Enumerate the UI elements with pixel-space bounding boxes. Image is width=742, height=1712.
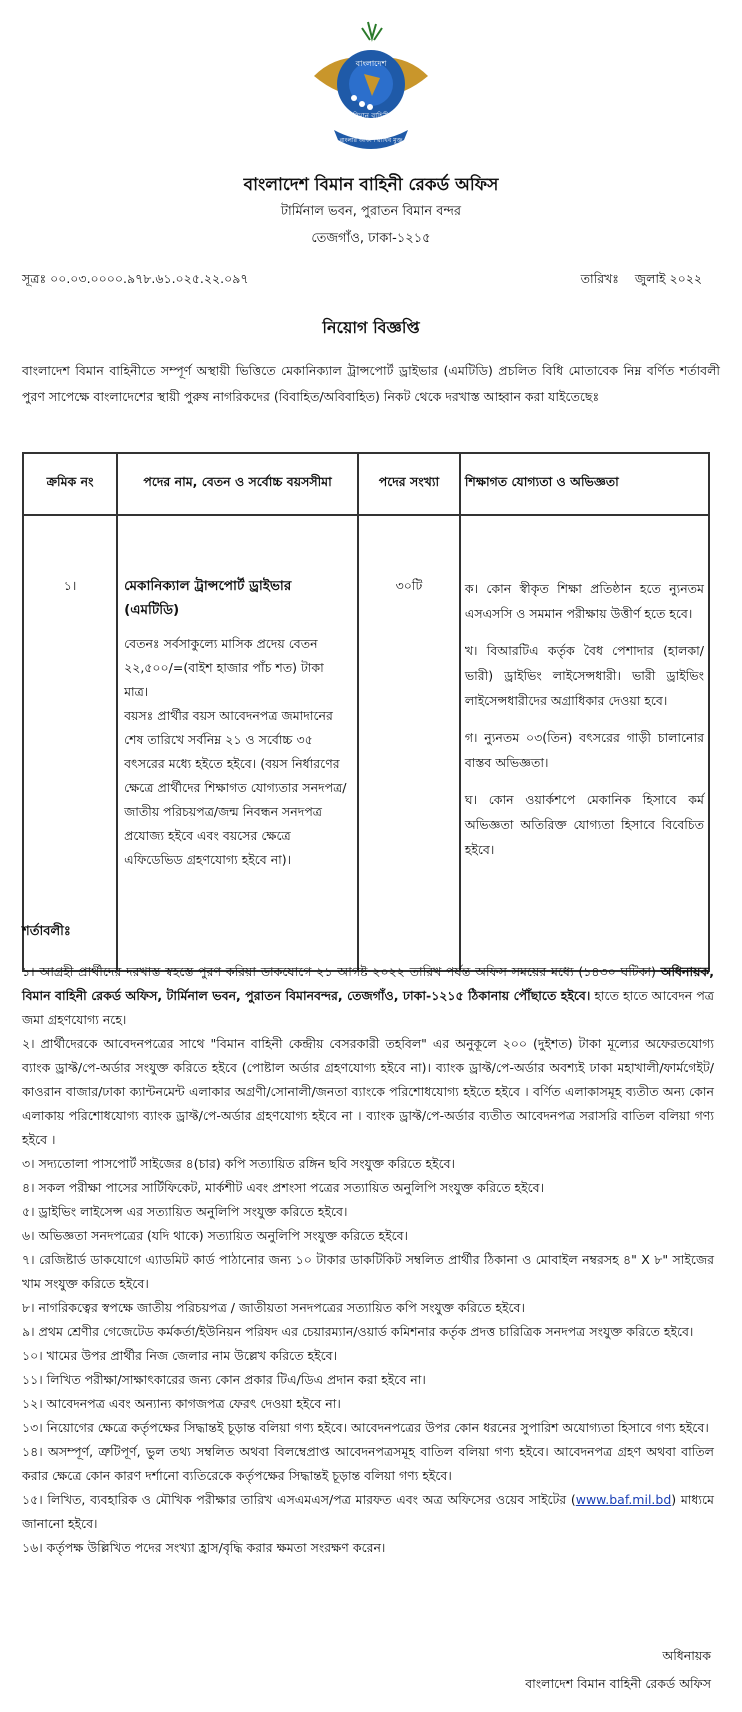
post-salary: বেতনঃ সর্বসাকুল্যে মাসিক প্রদেয় বেতন ২২,৫০০/=(বাইশ হাজার পাঁচ শত) টাকা মাত্র। [124, 636, 324, 699]
signatory-title: অধিনায়ক [662, 1648, 711, 1663]
condition-item: ২। প্রার্থীদেরকে আবেদনপত্রের সাথে "বিমান বাহিনী কেন্দ্রীয় বেসরকারী তহবিল" এর অনুকূলে ২০০ (দুইশত) টাকা মূল্যের অফেরতযোগ্য ব্যাংক ড্রাফ্ট/পে-অর্ডার সংযুক্ত করিতে হইবে (পোষ্টাল অর্ডার গ্রহণযোগ্য হইবে না)। ব্যাংক ড্রাফ্ট/পে-অর্ডার অবশ্যই ঢাকা মহাখালী/ফার্মগেইট/কাওরান বাজার/ঢাকা ক্যান্টনমেন্ট এলাকার অগ্রণী/সোনালী/জনতা ব্যাংকে পরিশোধযোগ্য হইতে হইবে । বর্ণিত এলাকাসমূহ ব্যতীত অন্য কোন এলাকায় পরিশোধযোগ্য ব্যাংক ড্রাফ্ট/পে-অর্ডার গ্রহণযোগ্য হইবে না । ব্যাংক ড্রাফ্ট/পে-অর্ডার ব্যতীত আবেদনপত্র সরাসরি বাতিল বলিয়া গণ্য হইবে । [22, 1036, 714, 1147]
condition-item: ১১। লিখিত পরীক্ষা/সাক্ষাৎকারের জন্য কোন প্রকার টিএ/ডিএ প্রদান করা হইবে না। [22, 1372, 426, 1387]
qualification-item: ক। কোন স্বীকৃত শিক্ষা প্রতিষ্ঠান হতে ন্যুনতম এসএসসি ও সমমান পরীক্ষায় উত্তীর্ণ হতে হবে। [464, 581, 704, 621]
intro-paragraph: বাংলাদেশ বিমান বাহিনীতে সম্পূর্ণ অস্থায়ী ভিত্তিতে মেকানিক্যাল ট্রান্সপোর্ট ড্রাইভার (এমটিডি) প্রচলিত বিধি মোতাবেক নিম্ন বর্ণিত শর্তাবলী পুরণ সাপেক্ষে বাংলাদেশের স্থায়ী পুরুষ নাগরিকদের (বিবাহিত/অবিবাহিত) নিকট থেকে দরখাস্ত আহ্বান করা যাইতেছেঃ [22, 363, 720, 404]
condition-text: হাতে হাতে আবেদন পত্র জমা গ্রহণযোগ্য নহে। [22, 988, 714, 1027]
air-force-emblem-icon [306, 18, 436, 156]
header-qualification: শিক্ষাগত যোগ্যতা ও অভিজ্ঞতা [460, 453, 709, 515]
emblem-text-mid: বিমান বাহিনী [352, 112, 390, 120]
office-address-line2: তেজগাঁও, ঢাকা-১২১৫ [311, 231, 431, 246]
condition-item: ৭। রেজিষ্টার্ড ডাকযোগে এ্যাডমিট কার্ড পাঠানোর জন্য ১০ টাকার ডাকটিকিট সম্বলিত প্রার্থীর ঠিকানা ও মোবাইল নম্বরসহ ৪" X ৮" সাইজের খাম সংযুক্ত করিতে হইবে। [22, 1252, 714, 1291]
date-label: তারিখঃ [580, 271, 619, 286]
condition-item: ৩। সদ্যতোলা পাসপোর্ট সাইজের ৪(চার) কপি সত্যায়িত রঙ্গিন ছবি সংযুক্ত করিতে হইবে। [22, 1156, 456, 1171]
date-value: জুলাই ২০২২ [634, 271, 702, 286]
cell-post-count: ৩০টি [358, 515, 460, 971]
header-post: পদের নাম, বেতন ও সর্বোচ্চ বয়সসীমা [117, 453, 358, 515]
condition-item [22, 1488, 714, 1536]
condition-address: অধিনায়ক, বিমান বাহিনী রেকর্ড অফিস, টার্মিনাল ভবন, পুরাতন বিমানবন্দর, তেজগাঁও, ঢাকা-১২১৫ ঠিকানায় পৌঁছাতে হইবে। [22, 964, 714, 1003]
website-link[interactable]: www.baf.mil.bd [575, 1492, 672, 1507]
post-name: মেকানিক্যাল ট্রান্সপোর্ট ড্রাইভার (এমটিডি) [124, 578, 292, 618]
qualification-item: ঘ। কোন ওয়ার্কশপে মেকানিক হিসাবে কর্ম অভিজ্ঞতা অতিরিক্ত যোগ্যতা হিসাবে বিবেচিত হইবে। [464, 792, 704, 857]
cell-post [117, 515, 358, 971]
conditions-list [22, 960, 714, 1560]
condition-item: ৮। নাগরিকত্বের স্বপক্ষে জাতীয় পরিচয়পত্র / জাতীয়তা সনদপত্রের সত্যায়িত কপি সংযুক্ত করিতে হইবে। [22, 1300, 525, 1315]
condition-item: ১৪। অসম্পূর্ণ, ত্রুটিপূর্ণ, ভুল তথ্য সম্বলিত অথবা বিলম্বেপ্রাপ্ত আবেদনপত্রসমূহ বাতিল বলিয়া গণ্য হইবে। আবেদনপত্র গ্রহণ অথবা বাতিল করার ক্ষেত্রে কোন কারণ দর্শানো ব্যতিরেকে কর্তৃপক্ষের সিদ্ধান্তই চূড়ান্ত বলিয়া গণ্য হইবে। [22, 1444, 714, 1483]
condition-text: ) মাধ্যমে জানানো হইবে। [22, 1492, 714, 1531]
memo-number: সূত্রঃ ০০.০৩.০০০০.৯৭৮.৬১.০২৫.২২.০৯৭ [22, 271, 249, 286]
header-count: পদের সংখ্যা [358, 453, 460, 515]
condition-text: ১। আগ্রহী প্রার্থীদের দরখাস্ত স্বহস্তে পুরণ করিয়া ডাকযোগে ২১ আগষ্ট ২০২২ তারিখ পর্যন্ত অফিস সময়ের মধ্যে (১৪৩০ ঘটিকা) [22, 964, 661, 979]
condition-item [22, 960, 714, 1032]
office-name: বাংলাদেশ বিমান বাহিনী রেকর্ড অফিস [243, 175, 499, 195]
signatory-office: বাংলাদেশ বিমান বাহিনী রেকর্ড অফিস [525, 1676, 711, 1691]
qualification-item: খ। বিআরটিএ কর্তৃক বৈধ পেশাদার (হালকা/ভারী) ড্রাইভিং লাইসেন্সধারী। ভারী ড্রাইভিং লাইসেন্সধারীদের অগ্রাধিকার দেওয়া হবে। [464, 643, 704, 708]
office-address-line1: টার্মিনাল ভবন, পুরাতন বিমান বন্দর [280, 204, 462, 219]
notice-title: নিয়োগ বিজ্ঞপ্তি [322, 318, 420, 337]
condition-item: ১৬। কর্তৃপক্ষ উল্লিখিত পদের সংখ্যা হ্রাস/বৃদ্ধি করার ক্ষমতা সংরক্ষণ করেন। [22, 1540, 386, 1555]
vacancy-table [22, 452, 710, 972]
condition-text: ১৫। লিখিত, ব্যবহারিক ও মৌখিক পরীক্ষার তারিখ এসএমএস/পত্র মারফত এবং অত্র অফিসের ওয়েব সাইটের ( [22, 1492, 576, 1507]
emblem-motto: বাংলার আকাশ রাখিব মুক্ত [339, 137, 403, 144]
post-age-limit: বয়সঃ প্রার্থীর বয়স আবেদনপত্র জমাদানের শেষ তারিখে সর্বনিম্ন ২১ ও সর্বোচ্চ ৩৫ বৎসরের মধ্যে হইতে হইবে। (বয়স নির্ধারণের ক্ষেত্রে প্রার্থীদের শিক্ষাগত যোগ্যতার সনদপত্র/জাতীয় পরিচয়পত্র/জন্ম নিবন্ধন সনদপত্র প্রযোজ্য হইবে এবং বয়সের ক্ষেত্রে এফিডেভিড গ্রহণযোগ্য হইবে না)। [124, 708, 347, 867]
condition-item: ৬। অভিজ্ঞতা সনদপত্রের (যদি থাকে) সত্যায়িত অনুলিপি সংযুক্ত করিতে হইবে। [22, 1228, 409, 1243]
table-row [23, 515, 709, 971]
header-serial: ক্রমিক নং [23, 453, 117, 515]
table-header-row [23, 453, 709, 515]
cell-serial: ১। [23, 515, 117, 971]
emblem-text-top: বাংলাদেশ [355, 59, 387, 68]
condition-item: ৯। প্রথম শ্রেণীর গেজেটেড কর্মকর্তা/ইউনিয়ন পরিষদ এর চেয়ারম্যান/ওয়ার্ড কমিশনার কর্তৃক প্রদত্ত চারিত্রিক সনদপত্র সংযুক্ত করিতে হইবে। [22, 1324, 694, 1339]
condition-item: ১০। খামের উপর প্রার্থীর নিজ জেলার নাম উল্লেখ করিতে হইবে। [22, 1348, 338, 1363]
cell-qualifications [460, 515, 709, 971]
condition-item: ১২। আবেদনপত্র এবং অন্যান্য কাগজপত্র ফেরৎ দেওয়া হইবে না। [22, 1396, 341, 1411]
qualification-item: গ। ন্যুনতম ০৩(তিন) বৎসরের গাড়ী চালানোর বাস্তব অভিজ্ঞতা। [464, 730, 704, 770]
conditions-heading: শর্তাবলীঃ [22, 924, 71, 939]
condition-item: ১৩। নিয়োগের ক্ষেত্রে কর্তৃপক্ষের সিদ্ধান্তই চূড়ান্ত বলিয়া গণ্য হইবে। আবেদনপত্রের উপর কোন ধরনের সুপারিশ অযোগ্যতা হিসাবে গণ্য হইবে। [22, 1420, 709, 1435]
condition-item: ৫। ড্রাইভিং লাইসেন্স এর সত্যায়িত অনুলিপি সংযুক্ত করিতে হইবে। [22, 1204, 348, 1219]
condition-item: ৪। সকল পরীক্ষা পাসের সার্টিফিকেট, মার্কশীট এবং প্রশংসা পত্রের সত্যায়িত অনুলিপি সংযুক্ত করিতে হইবে। [22, 1180, 545, 1195]
notice-date [581, 271, 702, 291]
